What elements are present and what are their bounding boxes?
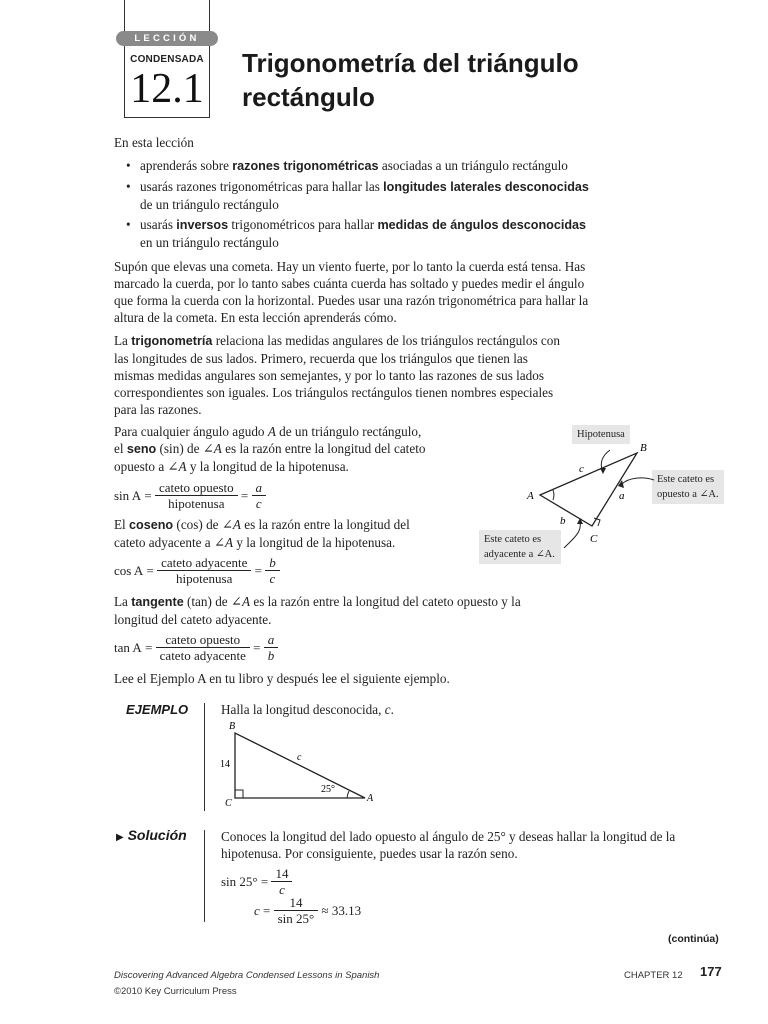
condensed-label: CONDENSADA	[130, 54, 204, 65]
adjacent-callout: Este cateto es adyacente a ∠A.	[479, 530, 561, 564]
example-right-angle-mark	[235, 790, 243, 798]
side-c-label: c	[579, 463, 584, 475]
hypotenuse-callout: Hipotenusa	[572, 425, 630, 444]
objective-2: • usarás razones trigonométricas para hallar las longitudes laterales desconocidas de un triángulo rectángulo	[126, 178, 596, 213]
vertex-c-label: C	[590, 533, 598, 545]
tangent-definition: La tangente (tan) de ∠A es la razón entre la longitud del cateto opuesto y la longitud del cateto adyacente.	[114, 594, 521, 627]
page-number: 177	[700, 964, 722, 979]
lesson-number: 12.1	[130, 66, 204, 112]
title-line-1: Trigonometría del triángulo	[242, 48, 579, 78]
example-angle-label: 25°	[321, 784, 335, 795]
hypotenuse-arrowhead	[600, 468, 606, 474]
intro-text: En esta lección	[114, 135, 194, 150]
cosine-formula: cos A = $\frac{\text{cateto adyacente}}{\text{hipotenusa}}$ = $\frac{b}{c}$	[114, 555, 280, 586]
example-side-length: 14	[220, 759, 230, 770]
side-a-label: a	[619, 490, 625, 502]
footer-chapter: CHAPTER 12	[624, 970, 683, 981]
example-vertex-b: B	[229, 721, 236, 732]
example-label: EJEMPLO	[126, 702, 189, 717]
angle-arc	[553, 490, 554, 500]
right-triangle-diagram	[520, 438, 760, 548]
lesson-label: LECCIÓN	[116, 31, 218, 46]
cosine-definition: El coseno (cos) de ∠A es la razón entre la longitud del cateto adyacente a ∠A y la longitud de la hipotenusa.	[114, 517, 410, 550]
kite-paragraph: Supón que elevas una cometa. Hay un viento fuerte, por lo tanto la cuerda está tensa. Has marcado la cuerda, por lo tanto sabes cuánta cuerda has soltado y puedes medir el ángulo que forma la cuerda con la horizontal. Puedes usar una razón trigonométrica para hallar la altura de la cometa. En esta lección aprenderás cómo.	[114, 259, 589, 325]
adjacent-arrow	[564, 522, 580, 548]
opposite-callout: Este cateto es opuesto a ∠A.	[652, 470, 724, 504]
footer-copyright: ©2010 Key Curriculum Press	[114, 986, 237, 997]
opposite-arrow	[622, 478, 654, 484]
solution-text: Conoces la longitud del lado opuesto al ángulo de 25° y deseas hallar la longitud de la hipotenusa. Por consiguiente, puedes usar la razón seno.	[221, 829, 676, 861]
example-hypotenuse-label: c	[297, 752, 302, 763]
objective-1: • aprenderás sobre razones trigonométricas asociadas a un triángulo rectángulo	[126, 157, 596, 175]
example-divider	[204, 703, 205, 811]
example-angle-arc	[347, 791, 349, 798]
example-triangle-diagram	[215, 718, 385, 810]
solution-equation-1: sin 25° = $\frac{14}{c}$	[221, 866, 292, 897]
vertex-b-label: B	[640, 442, 647, 454]
example-prompt: Halla la longitud desconocida, c.	[221, 702, 394, 717]
read-example-text: Lee el Ejemplo A en tu libro y después lee el siguiente ejemplo.	[114, 671, 450, 686]
continued-label: (continúa)	[668, 933, 719, 945]
footer-book-title: Discovering Advanced Algebra Condensed Lessons in Spanish	[114, 970, 380, 981]
example-triangle-shape	[235, 733, 365, 798]
page-title	[242, 46, 722, 114]
solution-equation-2: c = $\frac{14}{\sin 25^\circ}$ ≈ 33.13	[254, 895, 362, 926]
adjacent-arrowhead	[577, 518, 583, 524]
solution-divider	[204, 830, 205, 922]
solution-label: ▶ Solución	[116, 827, 187, 843]
example-vertex-c: C	[225, 798, 232, 809]
title-line-2: rectángulo	[242, 82, 375, 112]
example-vertex-a: A	[367, 793, 374, 804]
trig-paragraph: La trigonometría relaciona las medidas angulares de los triángulos rectángulos con las longitudes de sus lados. Primero, recuerda que los triángulos que tienen las mismas medidas angulares son semejantes, y por lo tanto las razones de sus lados correspondientes son iguales. Los triángulos rectángulos tienen nombres especiales para las razones.	[114, 333, 560, 417]
vertex-a-label: A	[527, 490, 534, 502]
sine-formula: sin A = $\frac{\text{cateto opuesto}}{\text{hipotenusa}}$ = $\frac{a}{c}$	[114, 480, 266, 511]
side-b-label: b	[560, 515, 566, 527]
objective-3: • usarás inversos trigonométricos para hallar medidas de ángulos desconocidas en un triángulo rectángulo	[126, 216, 596, 251]
tangent-formula: tan A = $\frac{\text{cateto opuesto}}{\text{cateto adyacente}}$ = $\frac{a}{b}$	[114, 632, 278, 663]
sine-definition: Para cualquier ángulo agudo A de un triángulo rectángulo, el seno (sin) de ∠A es la razón entre la longitud del cateto opuesto a ∠A y la longitud de la hipotenusa.	[114, 424, 426, 474]
